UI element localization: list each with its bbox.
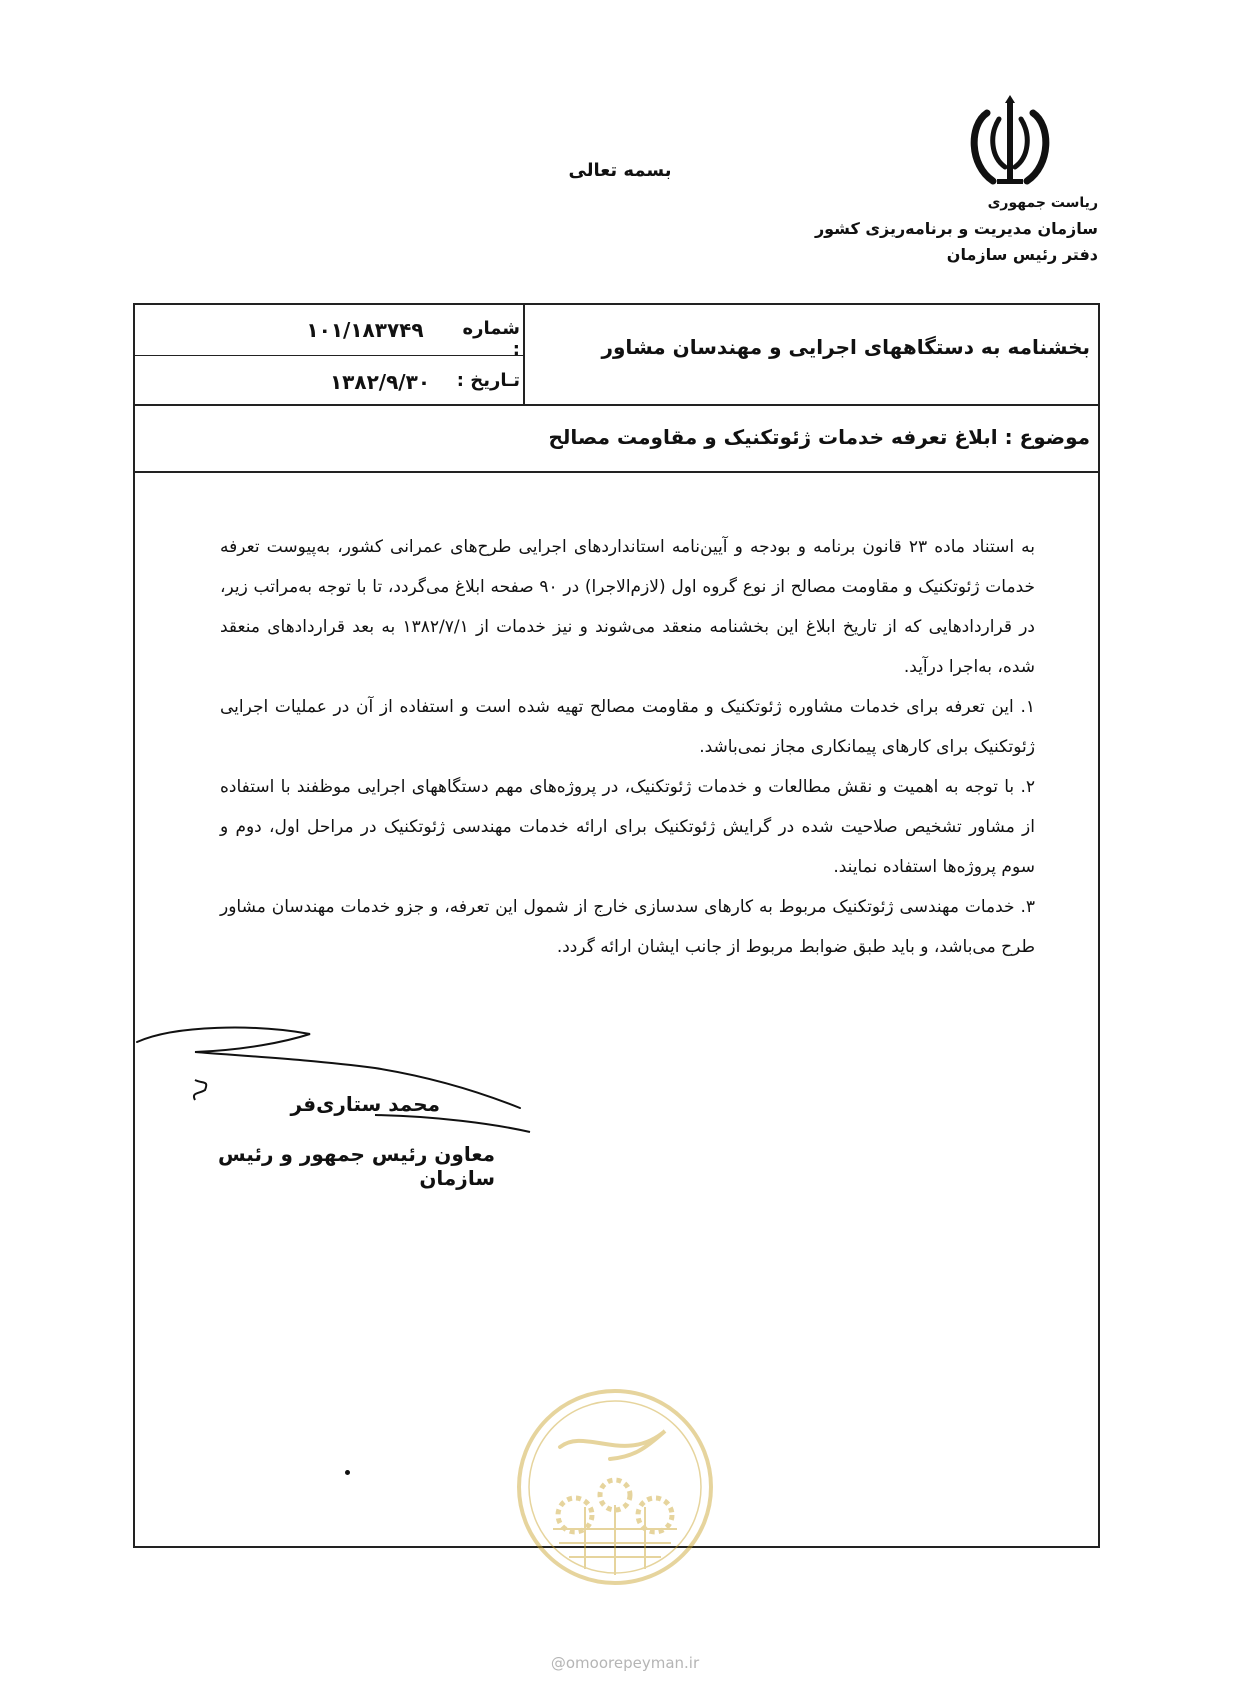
meta-column-divider: [523, 303, 525, 404]
body-item-1: ۱. این تعرفه برای خدمات مشاوره ژئوتکنیک و مقاومت مصالح تهیه شده است و استفاده از آن در عملیات اجرایی ژئوتکنیک برای کارهای پیمانکاری مجاز نمی‌باشد.: [220, 697, 1035, 757]
iran-emblem-icon: [955, 95, 1065, 195]
body-intro-paragraph: به استناد ماده ۲۳ قانون برنامه و بودجه و آیین‌نامه استانداردهای اجرایی طرح‌های عمرانی کشور، به‌پیوست تعرفه خدمات ژئوتکنیک و مقاومت مصالح از نوع گروه اول (لازم‌الاجرا) در ۹۰ صفحه ابلاغ می‌گردد، تا با توجه به‌مراتب زیر، در قراردادهایی که از تاریخ ابلاغ این بخشنامه منعقد می‌شوند و نیز خدمات از ۱۳۸۲/۷/۱ به بعد قراردادهای منعقد شده، به‌اجرا درآید.: [220, 537, 1036, 677]
body-item-3: ۳. خدمات مهندسی ژئوتکنیک مربوط به کارهای سدسازی خارج از شمول این تعرفه، و جزو خدمات مهندسان مشاور طرح می‌باشد، و باید طبق ضوابط مربوط از جانب ایشان ارائه گردد.: [220, 897, 1035, 957]
signer-title: معاون رئیس جمهور و رئیس سازمان: [218, 1142, 495, 1190]
date-label: تـاریخ :: [456, 370, 520, 391]
scan-speck: [345, 1470, 350, 1475]
org-line-presidency: ریاست جمهوری: [987, 195, 1098, 211]
header-divider: [133, 404, 1100, 406]
number-label: شماره :: [462, 318, 520, 360]
org-line-organization: سازمان مدیریت و برنامه‌ریزی کشور: [814, 219, 1098, 238]
date-value: ۱۳۸۲/۹/۳۰: [329, 370, 431, 394]
recipient-line: بخشنامه به دستگاههای اجرایی و مهندسان مشاور: [601, 335, 1090, 359]
issuing-organization: [778, 190, 1098, 268]
org-line-office: دفتر رئیس سازمان: [946, 245, 1098, 264]
watermark-website: @omoorepeyman.ir: [550, 1654, 700, 1672]
letter-body: [220, 527, 1035, 967]
body-item-2: ۲. با توجه به اهمیت و نقش مطالعات و خدمات ژئوتکنیک، در پروژه‌های مهم دستگاههای اجرایی موظفند با استفاده از مشاور تشخیص صلاحیت شده در گرایش ژئوتکنیک برای ارائه خدمات مهندسی ژئوتکنیک در مراحل اول، دوم و سوم پروژه‌ها استفاده نمایند.: [220, 777, 1035, 877]
handwritten-signature: [135, 1020, 535, 1140]
omoorepeyman-watermark-logo: [515, 1387, 715, 1587]
bismillah-heading: بسمه تعالی: [568, 160, 672, 181]
signer-name: محمد ستاری‌فر: [290, 1092, 440, 1116]
subject-line: موضوع : ابلاغ تعرفه خدمات ژئوتکنیک و مقاومت مصالح: [548, 425, 1090, 449]
number-value: ۱۰۱/۱۸۳۷۴۹: [306, 318, 424, 342]
subject-divider: [133, 471, 1100, 473]
